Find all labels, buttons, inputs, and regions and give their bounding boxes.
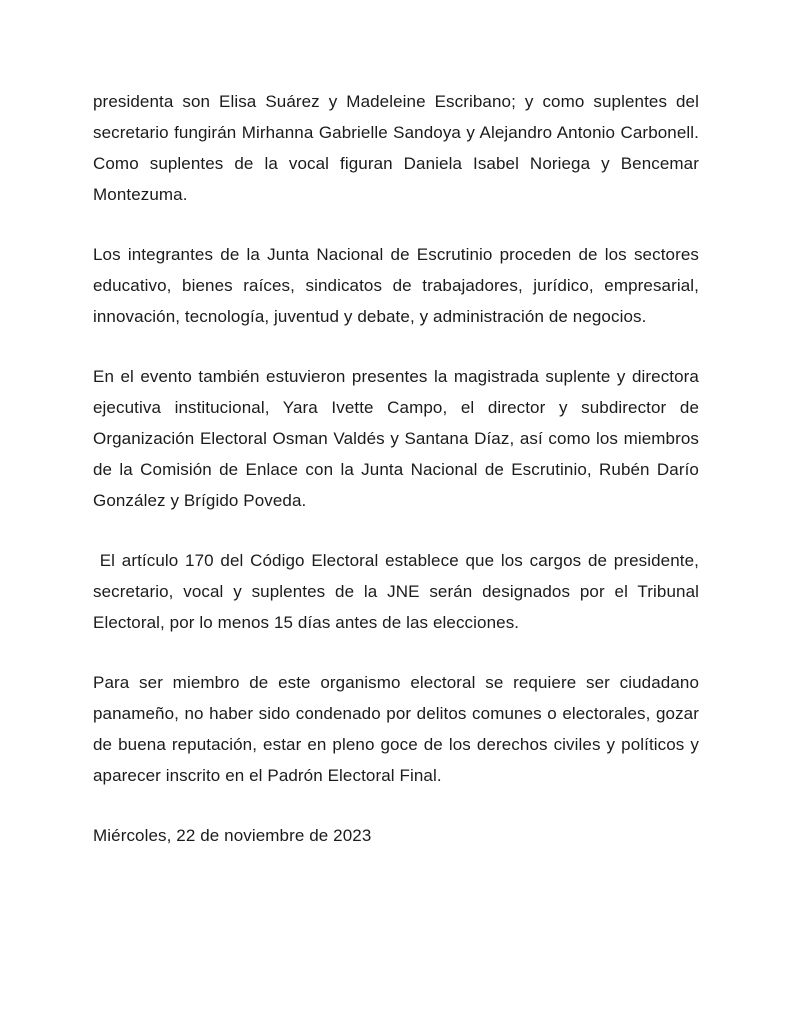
text-block [93, 86, 704, 851]
paragraph-evento-presentes: En el evento también estuvieron presentes la magistrada suplente y directora ejecutiva institucional, Yara Ivette Campo, el director y subdirector de Organización Electoral Osman Valdés y Santana Díaz, así como los miembros de la Comisión de Enlace con la Junta Nacional de Escrutinio, Rubén Darío González y Brígido Poveda. [93, 367, 704, 510]
paragraph-requisitos-miembro: Para ser miembro de este organismo electoral se requiere ser ciudadano panameño, no haber sido condenado por delitos comunes o electorales, gozar de buena reputación, estar en pleno goce de los derechos civiles y políticos y aparecer inscrito en el Padrón Electoral Final. [93, 673, 704, 785]
paragraph-suplentes: presidenta son Elisa Suárez y Madeleine Escribano; y como suplentes del secretario fungirán Mirhanna Gabrielle Sandoya y Alejandro Antonio Carbonell. Como suplentes de la vocal figuran Daniela Isabel Noriega y Bencemar Montezuma. [93, 92, 704, 204]
paragraph-articulo-170: El artículo 170 del Código Electoral establece que los cargos de presidente, secretario, vocal y suplentes de la JNE serán designados por el Tribunal Electoral, por lo menos 15 días antes de las elecciones. [93, 551, 704, 632]
date-line: Miércoles, 22 de noviembre de 2023 [93, 826, 372, 845]
paragraph-integrantes-sectores: Los integrantes de la Junta Nacional de Escrutinio proceden de los sectores educativo, bienes raíces, sindicatos de trabajadores, jurídico, empresarial, innovación, tecnología, juventud y debate, y administración de negocios. [93, 245, 704, 326]
